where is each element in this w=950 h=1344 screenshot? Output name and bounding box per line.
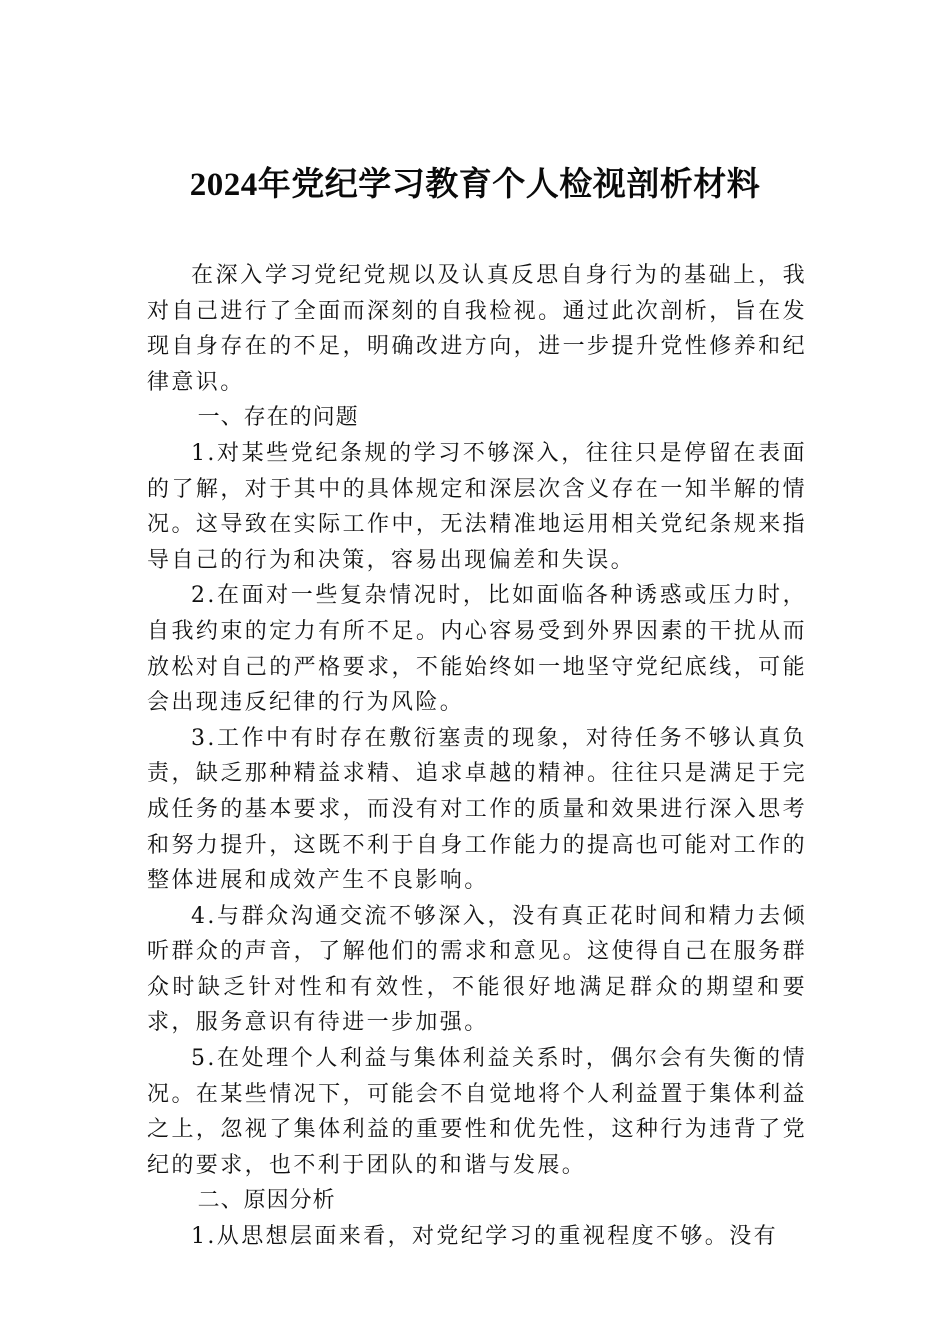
problem-paragraph-4: 4.与群众沟通交流不够深入，没有真正花时间和精力去倾听群众的声音，了解他们的需求和意见。这使得自己在服务群众时缺乏针对性和有效性，不能很好地满足群众的期望和要求，服务意识有待进一步加强。 bbox=[147, 903, 807, 1036]
problem-paragraph-3: 3.工作中有时存在敷衍塞责的现象，对待任务不够认真负责，缺乏那种精益求精、追求卓越的精神。往往只是满足于完成任务的基本要求，而没有对工作的质量和效果进行深入思考和努力提升，这既不利于自身工作能力的提高也可能对工作的整体进展和成效产生不良影响。 bbox=[147, 725, 807, 894]
cause-paragraph-1: 1.从思想层面来看，对党纪学习的重视程度不够。没有 bbox=[191, 1224, 778, 1250]
problem-paragraph-2: 2.在面对一些复杂情况时，比如面临各种诱惑或压力时，自我约束的定力有所不足。内心容易受到外界因素的干扰从而放松对自己的严格要求，不能始终如一地坚守党纪底线，可能会出现违反纪律的行为风险。 bbox=[147, 583, 807, 716]
problem-paragraph-5: 5.在处理个人利益与集体利益关系时，偶尔会有失衡的情况。在某些情况下，可能会不自觉地将个人利益置于集体利益之上，忽视了集体利益的重要性和优先性，这种行为违背了党纪的要求，也不利于团队的和谐与发展。 bbox=[147, 1046, 807, 1178]
document-title: 2024年党纪学习教育个人检视剖析材料 bbox=[189, 167, 761, 203]
section-heading-causes: 二、原因分析 bbox=[197, 1188, 336, 1214]
section-heading-problems: 一、存在的问题 bbox=[197, 405, 359, 431]
document-body bbox=[147, 258, 807, 1255]
intro-paragraph: 在深入学习党纪党规以及认真反思自身行为的基础上，我对自己进行了全面而深刻的自我检视。通过此次剖析，旨在发现自身存在的不足，明确改进方向，进一步提升党性修养和纪律意识。 bbox=[147, 263, 807, 395]
problem-paragraph-1: 1.对某些党纪条规的学习不够深入，往往只是停留在表面的了解，对于其中的具体规定和深层次含义存在一知半解的情况。这导致在实际工作中，无法精准地运用相关党纪条规来指导自己的行为和决策，容易出现偏差和失误。 bbox=[147, 440, 807, 573]
